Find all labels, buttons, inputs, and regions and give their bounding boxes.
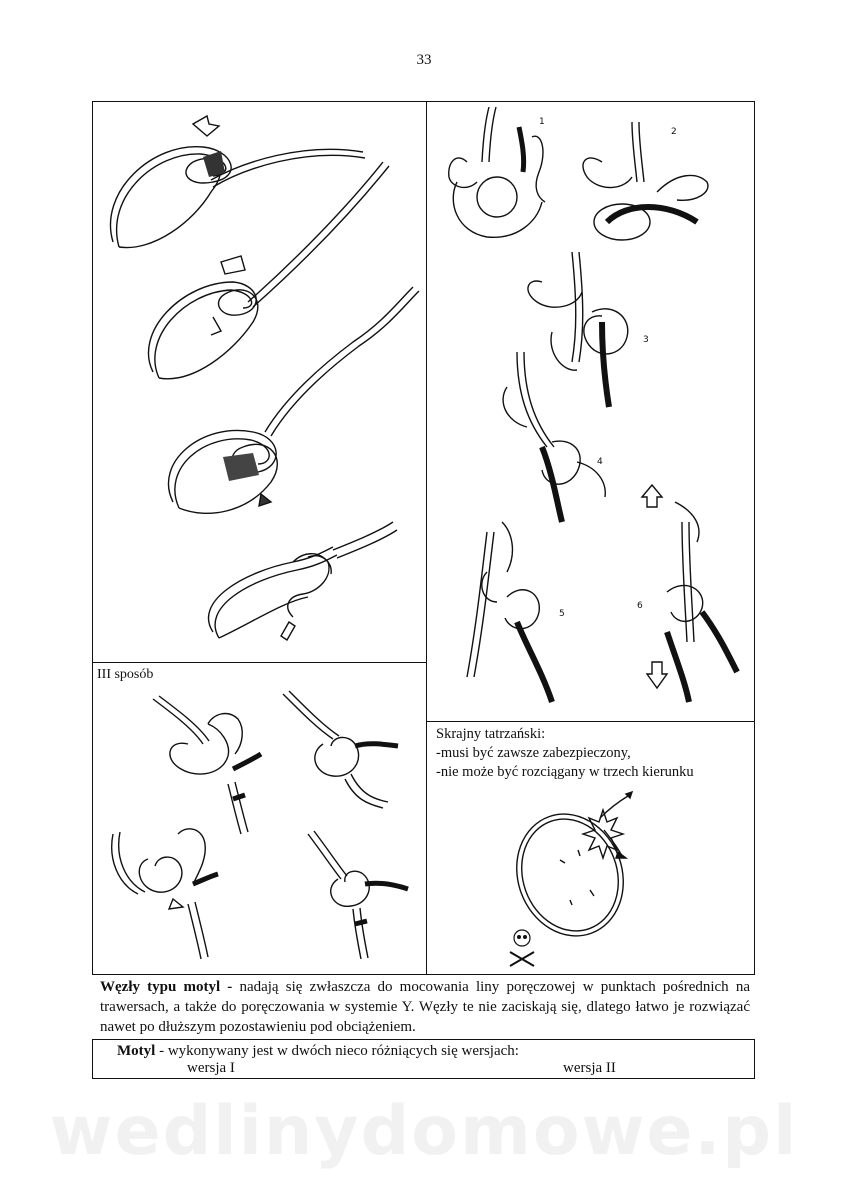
page-number: 33 [416, 52, 432, 68]
hand-sequence-illustration [427, 102, 754, 720]
version-1-label: wersja I [187, 1060, 235, 1076]
motyl-paragraph-body: nadają się zwłaszcza do mocowania liny poręczowej w punktach pośrednich na trawersach, a także do poręczowania w systemie Y. Węzły te nie zaciskają się, dlatego łatwo je rozwiązać nawet po dłuższym pozostawieniu pod obciążeniem. [100, 979, 750, 1035]
skrajny-title: Skrajny tatrzański: [436, 726, 546, 742]
skrajny-tatrzanski-text [436, 725, 751, 782]
watermark: wedlinydomowe.pl [49, 1092, 799, 1171]
left-cell-divider [92, 662, 427, 663]
right-cell-divider [426, 721, 755, 722]
motyl-box-line [117, 1042, 519, 1060]
figure-number-6: 6 [637, 601, 643, 611]
figure-number-3: 3 [643, 335, 649, 345]
figure-number-1: 1 [539, 117, 545, 127]
section-label: III sposób [97, 667, 154, 682]
knot-sequence-illustration [93, 102, 426, 662]
motyl-description [100, 977, 750, 1037]
motyl-box-body: - wykonywany jest w dwóch nieco różniących się wersjach: [155, 1043, 519, 1059]
loop-warning-illustration [500, 790, 650, 970]
motyl-heading: Węzły typu motyl - [100, 979, 233, 995]
figure-number-2: 2 [671, 127, 677, 137]
motyl-box-lead: Motyl [117, 1043, 156, 1059]
skrajny-note-2: -nie może być rozciągany w trzech kierunku [436, 764, 694, 780]
figure-number-4: 4 [597, 457, 603, 467]
third-method-illustration [93, 684, 426, 974]
motyl-versions-box [92, 1039, 755, 1079]
version-2-label: wersja II [563, 1060, 616, 1076]
figure-number-5: 5 [559, 609, 565, 619]
skrajny-note-1: -musi być zawsze zabezpieczony, [436, 745, 631, 761]
